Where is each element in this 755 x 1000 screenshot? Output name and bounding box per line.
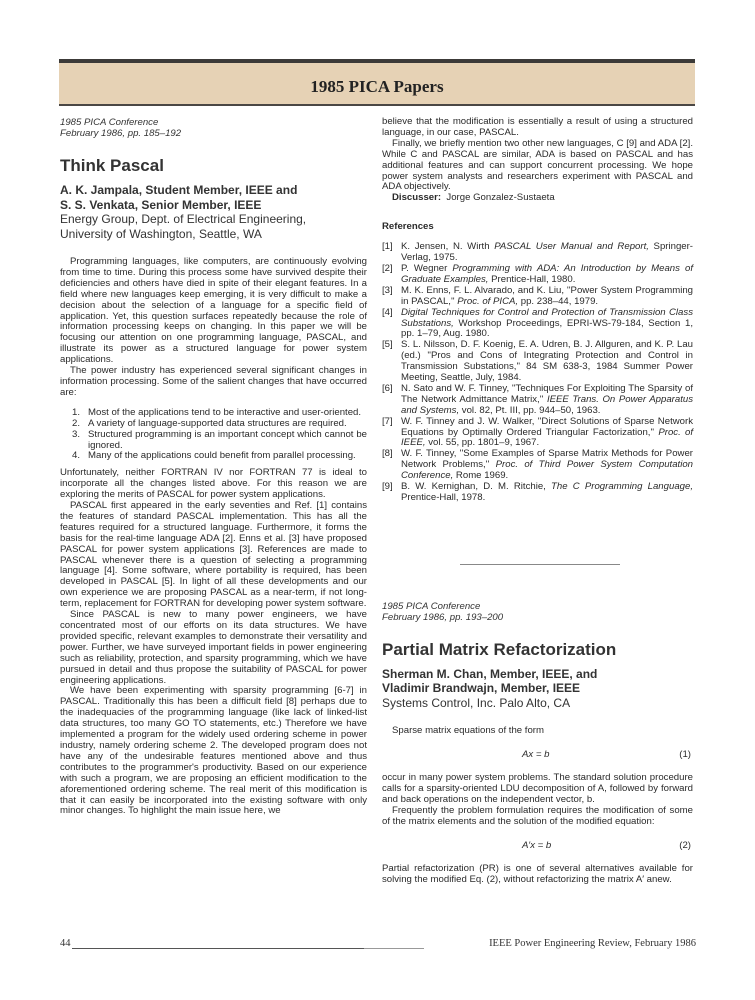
equation-number: (1) <box>679 749 691 761</box>
reference-number: [1] <box>382 241 393 253</box>
paper1-paragraph: PASCAL first appeared in the early seventies and Ref. [1] contains the features of standard PASCAL implementation. This has all the features required for a structured language. Furthermore, it forms the basis for the real-time language ADA [2]. Enns et al. [3] have proposed PASCAL for power system applications [3]. References are made to PASCAL whenever there is a question of selecting a programming language [4]. Some software, where portability is required, has been developed in PASCAL [5]. In light of all these developments and our own experience we are proposing PASCAL as a near-term, if not long-term, replacement for FORTRAN for developing power system software. <box>60 500 367 610</box>
reference-text: Prentice-Hall, 1980. <box>488 273 576 285</box>
reference-text: pp. 238–44, 1979. <box>518 295 599 307</box>
reference-number: [3] <box>382 284 393 296</box>
reference-number: [6] <box>382 382 393 394</box>
equation-1 <box>382 745 693 767</box>
reference-italic: PASCAL User Manual and Report, <box>494 241 649 253</box>
left-column <box>60 117 367 817</box>
paper1-paragraph: Since PASCAL is new to many power engineers, we have concentrated most of our efforts on its data structures. We have provided specific, relevant examples to demonstrate their versatility and power. Further, we have surveyed important fields in power engineering such as reliability, protection, and sparsity programming, which we have pursued in detail and thus propose the suitability of PASCAL for power engineering applications. <box>60 609 367 686</box>
reference-item <box>382 449 693 482</box>
reference-item <box>382 417 693 450</box>
reference-item <box>382 264 693 286</box>
paper2-pages: February 1986, pp. 193–200 <box>382 611 504 623</box>
reference-number: [5] <box>382 339 393 351</box>
reference-text: K. Jensen, N. Wirth <box>401 241 495 253</box>
paper1-author-2: S. S. Venkata, Senior Member, IEEE <box>60 197 262 212</box>
list-number: 1. <box>72 406 81 418</box>
paper1-affiliation-1: Energy Group, Dept. of Electrical Engineering, <box>60 212 307 226</box>
reference-text: Springer-Verlag, 1975. <box>401 241 693 264</box>
reference-text: N. Sato and W. F. Tinney, ''Techniques For Exploiting The Sparsity of The Network Admittance Matrix,'' <box>401 382 693 405</box>
discusser-line <box>382 193 693 204</box>
paper1-title: Think Pascal <box>60 156 164 175</box>
reference-number: [2] <box>382 262 393 274</box>
reference-number: [4] <box>382 306 393 318</box>
paper2-affiliation: Systems Control, Inc. Palo Alto, CA <box>382 695 571 710</box>
reference-item <box>382 482 693 504</box>
banner-title: 1985 PICA Papers <box>310 77 444 96</box>
paper2-author-1: Sherman M. Chan, Member, IEEE, and <box>382 666 598 681</box>
paper1-pages: February 1986, pp. 185–192 <box>60 128 182 139</box>
discusser-name: Jorge Gonzalez-Sustaeta <box>446 192 555 204</box>
paper1-paragraph: Finally, we briefly mention two other new languages, C [9] and ADA [2]. While C and PASCAL are similar, ADA is based on PASCAL and has additional features and can support concurrent processing. We hope power system analysts and researchers experiment with PASCAL and ADA objectively. <box>382 137 693 193</box>
equation-expression: A′x = b <box>522 839 552 851</box>
references-list <box>382 242 693 504</box>
paper1-affiliation-2: University of Washington, Seattle, WA <box>60 226 262 241</box>
reference-text: W. F. Tinney and J. W. Walker, ''Direct Solutions of Sparse Network Equations by Optimally Ordered Triangular Factorization,'' <box>401 415 693 438</box>
paper1-author-1: A. K. Jampala, Student Member, IEEE and <box>60 183 298 197</box>
reference-text: vol. 55, pp. 1801–9, 1967. <box>425 437 540 449</box>
reference-item <box>382 286 693 308</box>
right-column <box>382 117 693 886</box>
reference-number: [8] <box>382 448 393 460</box>
section-divider <box>460 564 620 565</box>
reference-item <box>382 242 693 264</box>
list-item <box>66 430 367 452</box>
reference-text: P. Wegner <box>401 262 453 274</box>
list-number: 4. <box>72 450 81 462</box>
references-heading: References <box>382 221 434 233</box>
paper2-paragraph: Frequently the problem formulation requires the modification of some of the matrix elements and the solution of the modified equation: <box>382 805 693 827</box>
list-number: 3. <box>72 428 81 440</box>
reference-item <box>382 384 693 417</box>
journal-name: IEEE Power Engineering Review, February 1986 <box>489 938 696 949</box>
reference-italic: Proc. of Third Power System Computation Conference, <box>401 459 694 482</box>
reference-italic: Proc. of PICA, <box>457 295 519 307</box>
footer-rule <box>72 948 364 949</box>
reference-italic: The C Programming Language, <box>551 481 693 493</box>
paper2-author-2: Vladimir Brandwajn, Member, IEEE <box>382 681 581 696</box>
equation-2 <box>382 836 693 858</box>
paper2-conference: 1985 PICA Conference <box>382 600 481 612</box>
paper1-conference: 1985 PICA Conference <box>60 117 159 128</box>
list-text: Structured programming is an important concept which cannot be ignored. <box>88 428 367 451</box>
list-item <box>66 451 367 462</box>
equation-expression: Ax = b <box>522 749 550 761</box>
paper1-paragraph: We have been experimenting with sparsity programming [6-7] in PASCAL. Traditionally this has been a difficult field [8] perhaps due to the inadequacies of the programming language (like lack of linked-list data structures, too many GO TO statements, etc.) Therefore we have implemented a program for the widely used ordering scheme in power industry, namely ordering scheme 2. The developed program does not have any of the undesirable features mentioned above and thus contributes to the programmer's productivity. Based on our experience with such a program, we are proposing an efficient modification to the aforementioned ordering scheme. The real merit of this modification is that it can easily be incorporated into the existing software with only minor changes. To highlight the main issue here, we <box>60 685 367 817</box>
discusser-label: Discusser: <box>392 192 442 204</box>
reference-item <box>382 340 693 384</box>
list-number: 2. <box>72 417 81 429</box>
paper1-paragraph: The power industry has experienced several significant changes in information processing. Some of the salient changes that have occurred are: <box>60 365 367 398</box>
page-number: 44 <box>60 938 71 949</box>
reference-text: B. W. Kernighan, D. M. Ritchie, <box>401 481 552 493</box>
equation-number: (2) <box>679 839 691 851</box>
reference-italic: Programming with ADA: An Introduction by Means of Graduate Examples, <box>401 262 693 285</box>
paper1-paragraph: Programming languages, like computers, are continuously evolving from time to time. During this process some have survived despite their deficiencies and others have died in spite of their elegant features. In a field where new languages keep emerging, it is very difficult to make a decision about the selection of a language for a specific field of application. Yet, this question surfaces repeatedly because the role of information processing keeps on changing. In this paper we will be focusing our attention on one programming language, PASCAL, and illustrate its power as a structured language for power system applications. <box>60 256 367 366</box>
list-text: Most of the applications tend to be interactive and user-oriented. <box>88 406 362 418</box>
reference-italic: Proc. of IEEE, <box>401 426 693 449</box>
reference-text: Workshop Proceedings, EPRI-WS-79-184, Section 1, pp. 1–79, Aug. 1980. <box>401 317 693 340</box>
list-text: A variety of language-supported data structures are required. <box>88 417 347 429</box>
page-footer <box>60 938 696 952</box>
paper2-paragraph: Partial refactorization (PR) is one of several alternatives available for solving the modified Eq. (2), without refactorizing the matrix A′ anew. <box>382 862 693 885</box>
reference-text: M. K. Enns, F. L. Alvarado, and K. Liu, ''Power System Programming in PASCAL,'' <box>401 284 693 307</box>
paper2-paragraph: Sparse matrix equations of the form <box>392 725 544 737</box>
reference-italic: Digital Techniques for Control and Protection of Transmission Class Substations, <box>401 306 693 329</box>
reference-text: Prentice-Hall, 1978. <box>401 492 486 503</box>
section-banner <box>59 59 695 106</box>
reference-text: W. F. Tinney, ''Some Examples of Sparse Matrix Methods for Power Network Problems,'' <box>401 448 693 471</box>
paper2-title: Partial Matrix Refactorization <box>382 639 617 659</box>
footer-rule <box>364 948 424 949</box>
reference-text: Rome 1969. <box>453 470 509 482</box>
paper1-paragraph: believe that the modification is essentially a result of using a structured language, in our case, PASCAL. <box>382 116 693 138</box>
salient-changes-list <box>60 408 367 463</box>
reference-text: S. L. Nilsson, D. F. Koenig, E. A. Udren, B. J. Allguren, and K. P. Lau (ed.) ''Pros and Cons of Integrating Protection and Control in Transmission Substations,'' 84 SM 638-3, 1984 Summer Power Meeting, Seattle, July, 1984. <box>401 339 693 384</box>
paper2-paragraph: occur in many power system problems. The standard solution procedure calls for a sparsity-oriented LDU decomposition of A, followed by forward and back operations on the independent vector, b. <box>382 772 693 806</box>
reference-text: vol. 82, Pt. III, pp. 944–50, 1963. <box>459 404 601 416</box>
list-text: Many of the applications could benefit from parallel processing. <box>88 450 356 462</box>
paper1-paragraph: Unfortunately, neither FORTRAN IV nor FORTRAN 77 is ideal to incorporate all the changes listed above. For this reason we are exploring the merits of PASCAL for power system applications. <box>60 467 367 501</box>
reference-italic: IEEE Trans. On Power Apparatus and Systems, <box>401 393 693 416</box>
reference-item <box>382 308 693 341</box>
reference-number: [9] <box>382 481 393 493</box>
reference-number: [7] <box>382 415 393 427</box>
